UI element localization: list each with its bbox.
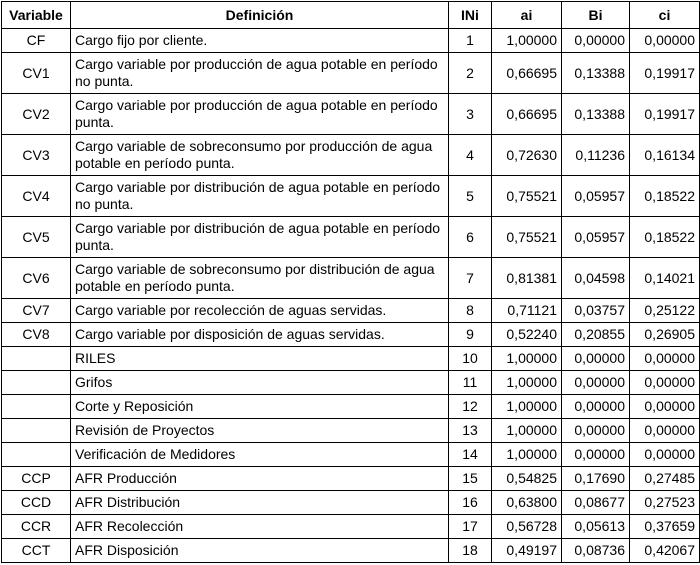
cell-definicion: Cargo variable por producción de agua potable en período no punta. <box>71 53 449 94</box>
cell-definicion: Cargo variable de sobreconsumo por distribución de agua potable en período punta. <box>71 258 449 299</box>
table-row <box>2 467 700 491</box>
cell-definicion: AFR Producción <box>71 467 449 491</box>
cell-bi: 0,00000 <box>562 29 630 53</box>
cell-definicion: Cargo variable por recolección de aguas servidas. <box>71 299 449 323</box>
cell-definicion: Cargo variable de sobreconsumo por producción de agua potable en período punta. <box>71 135 449 176</box>
cell-variable: CV5 <box>2 217 71 258</box>
cell-definicion: AFR Recolección <box>71 515 449 539</box>
cell-ai: 0,49197 <box>492 539 562 563</box>
cell-ini: 11 <box>449 371 492 395</box>
table-row <box>2 217 700 258</box>
cell-ini: 1 <box>449 29 492 53</box>
cell-ini: 6 <box>449 217 492 258</box>
cell-bi: 0,17690 <box>562 467 630 491</box>
cell-bi: 0,05613 <box>562 515 630 539</box>
cell-ci: 0,00000 <box>630 29 700 53</box>
cell-ci: 0,37659 <box>630 515 700 539</box>
cell-ini: 9 <box>449 323 492 347</box>
cell-ini: 12 <box>449 395 492 419</box>
cell-ai: 0,81381 <box>492 258 562 299</box>
cell-ci: 0,25122 <box>630 299 700 323</box>
cell-ci: 0,00000 <box>630 347 700 371</box>
cell-bi: 0,05957 <box>562 176 630 217</box>
cell-ci: 0,14021 <box>630 258 700 299</box>
cell-bi: 0,03757 <box>562 299 630 323</box>
cell-definicion: Cargo variable por disposición de aguas servidas. <box>71 323 449 347</box>
cell-ci: 0,00000 <box>630 443 700 467</box>
cell-ai: 0,71121 <box>492 299 562 323</box>
cell-ini: 2 <box>449 53 492 94</box>
table-row <box>2 347 700 371</box>
cell-ai: 1,00000 <box>492 443 562 467</box>
cell-variable: CV6 <box>2 258 71 299</box>
table-header-row <box>2 2 700 29</box>
cell-ini: 18 <box>449 539 492 563</box>
cell-definicion: Corte y Reposición <box>71 395 449 419</box>
cell-ci: 0,42067 <box>630 539 700 563</box>
cell-ci: 0,19917 <box>630 53 700 94</box>
header-bi: Bi <box>562 2 630 29</box>
cell-ci: 0,27485 <box>630 467 700 491</box>
cell-bi: 0,13388 <box>562 53 630 94</box>
cell-ai: 1,00000 <box>492 419 562 443</box>
cell-ini: 16 <box>449 491 492 515</box>
table-row <box>2 29 700 53</box>
table-row <box>2 515 700 539</box>
cell-ai: 0,75521 <box>492 176 562 217</box>
cell-bi: 0,08736 <box>562 539 630 563</box>
cell-ini: 4 <box>449 135 492 176</box>
cell-definicion: AFR Disposición <box>71 539 449 563</box>
cell-ai: 0,56728 <box>492 515 562 539</box>
cell-variable: CV8 <box>2 323 71 347</box>
cell-variable <box>2 395 71 419</box>
cell-bi: 0,11236 <box>562 135 630 176</box>
cell-ini: 13 <box>449 419 492 443</box>
cell-definicion: Cargo fijo por cliente. <box>71 29 449 53</box>
cell-ini: 10 <box>449 347 492 371</box>
table-row <box>2 299 700 323</box>
cell-variable: CCT <box>2 539 71 563</box>
table-row <box>2 258 700 299</box>
cell-variable: CV7 <box>2 299 71 323</box>
cell-ai: 0,72630 <box>492 135 562 176</box>
table-row <box>2 395 700 419</box>
cell-ai: 1,00000 <box>492 29 562 53</box>
cell-variable: CF <box>2 29 71 53</box>
cell-ini: 15 <box>449 467 492 491</box>
cell-bi: 0,00000 <box>562 347 630 371</box>
cell-ai: 0,66695 <box>492 53 562 94</box>
header-ai: ai <box>492 2 562 29</box>
cell-ci: 0,00000 <box>630 419 700 443</box>
cell-bi: 0,08677 <box>562 491 630 515</box>
table-row <box>2 53 700 94</box>
cell-ci: 0,27523 <box>630 491 700 515</box>
cell-ci: 0,26905 <box>630 323 700 347</box>
cell-ini: 5 <box>449 176 492 217</box>
cell-bi: 0,00000 <box>562 419 630 443</box>
header-ci: ci <box>630 2 700 29</box>
cell-ai: 0,63800 <box>492 491 562 515</box>
cell-ai: 1,00000 <box>492 371 562 395</box>
coefficients-table <box>1 1 700 563</box>
cell-ci: 0,18522 <box>630 176 700 217</box>
cell-definicion: Verificación de Medidores <box>71 443 449 467</box>
header-variable: Variable <box>2 2 71 29</box>
cell-variable <box>2 443 71 467</box>
cell-ini: 14 <box>449 443 492 467</box>
cell-ci: 0,19917 <box>630 94 700 135</box>
cell-bi: 0,05957 <box>562 217 630 258</box>
cell-bi: 0,04598 <box>562 258 630 299</box>
cell-bi: 0,00000 <box>562 443 630 467</box>
cell-ci: 0,00000 <box>630 395 700 419</box>
header-ini: INi <box>449 2 492 29</box>
cell-variable: CV1 <box>2 53 71 94</box>
cell-variable: CV4 <box>2 176 71 217</box>
table-row <box>2 419 700 443</box>
cell-ci: 0,16134 <box>630 135 700 176</box>
cell-ini: 3 <box>449 94 492 135</box>
cell-variable: CV3 <box>2 135 71 176</box>
cell-definicion: Cargo variable por producción de agua potable en período punta. <box>71 94 449 135</box>
cell-ini: 8 <box>449 299 492 323</box>
cell-definicion: AFR Distribución <box>71 491 449 515</box>
cell-definicion: Cargo variable por distribución de agua potable en período no punta. <box>71 176 449 217</box>
cell-bi: 0,00000 <box>562 395 630 419</box>
cell-bi: 0,00000 <box>562 371 630 395</box>
cell-ai: 1,00000 <box>492 347 562 371</box>
cell-definicion: Grifos <box>71 371 449 395</box>
cell-variable <box>2 347 71 371</box>
table-row <box>2 135 700 176</box>
cell-bi: 0,13388 <box>562 94 630 135</box>
table-row <box>2 539 700 563</box>
cell-ci: 0,00000 <box>630 371 700 395</box>
table-row <box>2 94 700 135</box>
header-definicion: Definición <box>71 2 449 29</box>
cell-ini: 7 <box>449 258 492 299</box>
cell-bi: 0,20855 <box>562 323 630 347</box>
table-row <box>2 176 700 217</box>
cell-ai: 0,66695 <box>492 94 562 135</box>
table-row <box>2 371 700 395</box>
cell-variable: CCP <box>2 467 71 491</box>
cell-ai: 1,00000 <box>492 395 562 419</box>
cell-ai: 0,52240 <box>492 323 562 347</box>
cell-ai: 0,54825 <box>492 467 562 491</box>
table-row <box>2 491 700 515</box>
cell-ini: 17 <box>449 515 492 539</box>
cell-variable <box>2 371 71 395</box>
table-row <box>2 443 700 467</box>
cell-variable: CCR <box>2 515 71 539</box>
cell-variable: CCD <box>2 491 71 515</box>
cell-definicion: Cargo variable por distribución de agua potable en período punta. <box>71 217 449 258</box>
table-row <box>2 323 700 347</box>
cell-ci: 0,18522 <box>630 217 700 258</box>
cell-ai: 0,75521 <box>492 217 562 258</box>
cell-definicion: RILES <box>71 347 449 371</box>
cell-variable <box>2 419 71 443</box>
cell-variable: CV2 <box>2 94 71 135</box>
cell-definicion: Revisión de Proyectos <box>71 419 449 443</box>
